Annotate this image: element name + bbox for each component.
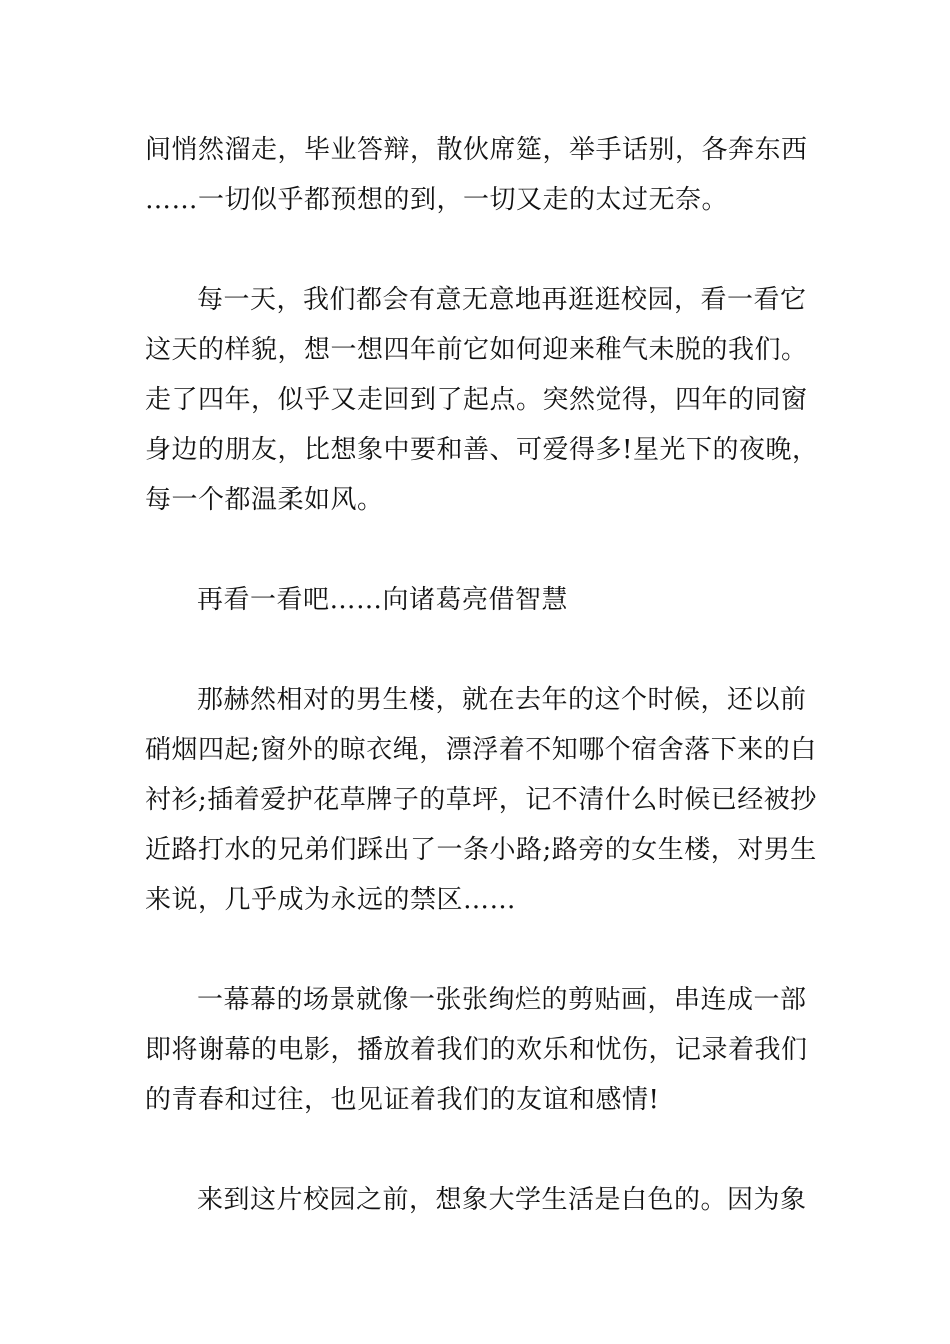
- text-line: 每一天，我们都会有意无意地再逛逛校园，看一看它: [197, 285, 807, 315]
- text-line: 即将谢幕的电影，播放着我们的欢乐和忧伤，记录着我们: [145, 1035, 808, 1065]
- text-line: 每一个都温柔如风。: [145, 485, 384, 515]
- section-heading: 再看一看吧……向诸葛亮借智慧: [197, 585, 569, 615]
- text-line: ……一切似乎都预想的到，一切又走的太过无奈。: [145, 185, 729, 215]
- text-line: 来到这片校园之前，想象大学生活是白色的。因为象: [197, 1185, 807, 1215]
- text-line: 衬衫;插着爱护花草牌子的草坪，记不清什么时候已经被抄: [145, 785, 817, 815]
- text-line: 那赫然相对的男生楼，就在去年的这个时候，还以前: [197, 685, 807, 715]
- text-line: 走了四年，似乎又走回到了起点。突然觉得，四年的同窗: [145, 385, 808, 415]
- text-line: 这天的样貌，想一想四年前它如何迎来稚气未脱的我们。: [145, 335, 808, 365]
- text-line: 的青春和过往，也见证着我们的友谊和感情!: [145, 1085, 660, 1115]
- text-line: 近路打水的兄弟们踩出了一条小路;路旁的女生楼，对男生: [145, 835, 817, 865]
- text-line: 间悄然溜走，毕业答辩，散伙席筵，举手话别，各奔东西: [145, 135, 808, 165]
- text-line: 身边的朋友，比想象中要和善、可爱得多!星光下的夜晚，: [145, 435, 819, 465]
- text-line: 一幕幕的场景就像一张张绚烂的剪贴画，串连成一部: [197, 985, 807, 1015]
- text-line: 来说，几乎成为永远的禁区……: [145, 885, 517, 915]
- text-line: 硝烟四起;窗外的晾衣绳，漂浮着不知哪个宿舍落下来的白: [145, 735, 817, 765]
